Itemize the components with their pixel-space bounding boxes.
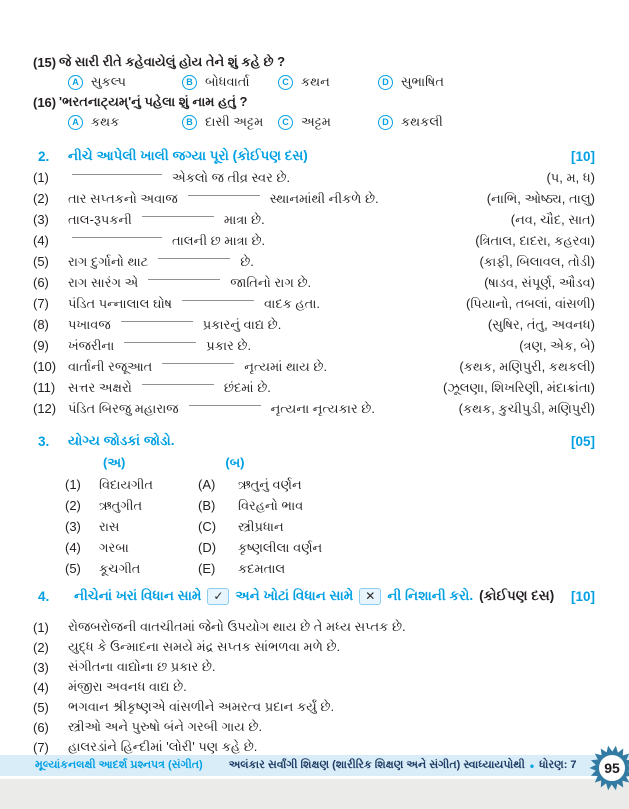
fill-blank-item [33, 398, 595, 419]
item-answer-options: (પ, મ, ધ) [546, 169, 595, 185]
statement-number: (1) [33, 619, 49, 635]
item-answer-options: (સુષિર, તંતુ, અવનધ) [487, 316, 595, 332]
blank-line [158, 258, 230, 259]
item-text-before: રાગ દુર્ગાનો થાટ [68, 253, 149, 269]
item-number: (2) [33, 191, 49, 206]
item-answer-options: (નાભિ, ઓષ્ઠ્ય, તાલુ) [486, 190, 595, 206]
blank-line [162, 363, 234, 364]
pair-left-text: ઋતુગીત [99, 497, 143, 513]
item-answer-options: (ત્રણ, એક, બે) [519, 337, 595, 353]
item-text [68, 212, 511, 228]
question-number: (16) [33, 94, 57, 110]
pair-right-text: ઋતુનું વર્ણન [238, 476, 302, 492]
mcq-section [33, 52, 595, 132]
section-4-number: 4. [38, 588, 50, 604]
blank-line [124, 342, 196, 343]
item-answer-options: (કથક, કુચીપુડી, મણિપુરી) [458, 400, 595, 416]
mcq-option [182, 74, 278, 90]
fill-blank-item [33, 314, 595, 335]
item-text-after: નૃત્યમાં થાય છે. [244, 358, 328, 374]
item-text [68, 170, 546, 186]
blank-line [182, 300, 254, 301]
statement-text: હાલરડાંને હિન્દીમાં 'લોરી' પણ કહે છે. [68, 739, 258, 754]
section-3-number: 3. [38, 433, 50, 449]
fill-blank-item [33, 209, 595, 230]
section-3-match-pairs [33, 430, 595, 579]
section-3-pairs [33, 474, 595, 579]
pair-left-number: (2) [65, 498, 81, 513]
option-text: કથન [301, 74, 330, 89]
column-b-header: (બ) [225, 455, 245, 470]
item-text-before: વાર્તાની રજૂઆત [68, 358, 153, 374]
option-letter-icon: B [182, 115, 197, 130]
item-number: (10) [33, 359, 57, 374]
statement-text: યુદ્ધ કે ઉન્માદના સમયે મંદ્ર સપ્તક સાંભળવા મળે છે. [68, 639, 341, 654]
option-letter-icon: A [68, 115, 83, 130]
item-text-after: સ્થાનમાંથી નીકળે છે. [269, 190, 379, 206]
question-number: (15) [33, 54, 57, 70]
footer-left-title: મૂલ્યાંકનલક્ષી આદર્શ પ્રશ્નપત્ર (સંગીત) [35, 759, 203, 771]
footer-book-name: અલંકાર સર્વાંગી શિક્ષણ (શારીરિક શિક્ષણ અને સંગીત) સ્વાધ્યાયપોથી [228, 759, 525, 771]
item-text-after: છંદમાં છે. [223, 379, 271, 395]
section-2-items [33, 167, 595, 419]
blank-line [188, 195, 260, 196]
page-number-badge [589, 745, 629, 793]
mcq-option [182, 114, 278, 130]
pair-left-number: (4) [65, 540, 81, 555]
fill-blank-item [33, 335, 595, 356]
item-text-after: છે. [240, 253, 254, 269]
item-text-after: એકલો જ તીવ્ર સ્વર છે. [172, 169, 291, 185]
mcq-option [378, 114, 595, 130]
item-text-before: રાગ સારંગ એ [68, 274, 139, 290]
fill-blank-item [33, 356, 595, 377]
item-text [68, 296, 466, 312]
item-text-after: પ્રકાર છે. [206, 337, 252, 353]
match-pair-row [65, 537, 595, 558]
item-text [68, 359, 459, 375]
item-text-after: વાદક હતા. [264, 295, 321, 311]
statement-number: (2) [33, 639, 49, 655]
item-text-before: પંડિત બિરજુ મહારાજ [68, 400, 179, 416]
item-answer-options: (કાફી, બિલાવલ, તોડી) [479, 253, 595, 269]
section-4-header [33, 583, 595, 609]
item-number: (1) [33, 170, 49, 185]
section-2-marks: [10] [570, 148, 595, 164]
mcq-question [33, 92, 595, 112]
pair-left-text: ગરબા [99, 539, 129, 555]
item-number: (7) [33, 296, 49, 311]
item-text [68, 401, 459, 417]
mcq-option [378, 74, 595, 90]
match-pair-row [65, 558, 595, 579]
pair-left-number: (1) [65, 477, 81, 492]
option-text: કથક [91, 114, 120, 129]
statement-row [33, 657, 595, 677]
pair-left-text: કૂચગીત [99, 560, 141, 576]
section-2-title: નીચે આપેલી ખાલી જગ્યા પૂરો (કોઈપણ દસ) [68, 148, 308, 163]
mcq-options-row [68, 112, 595, 132]
section-3-title: યોગ્ય જોડકાં જોડો. [68, 433, 175, 448]
section-2-fill-blanks [33, 145, 595, 419]
section-3-column-headers [33, 452, 595, 474]
item-answer-options: (ત્રિતાલ, દાદરા, કહરવા) [475, 232, 595, 248]
item-text [68, 254, 479, 270]
page-number: 95 [604, 760, 620, 776]
item-number: (9) [33, 338, 49, 353]
question-text: 'ભરતનાટ્યમ્'નું પહેલા શું નામ હતું ? [59, 94, 248, 109]
cross-icon: ✕ [359, 588, 381, 605]
item-text-after: તાલની છ માત્રા છે. [172, 232, 266, 248]
option-text: બોધવાર્તા [205, 74, 250, 89]
statement-row [33, 717, 595, 737]
pair-left-text: રાસ [99, 518, 120, 534]
blank-line [72, 237, 162, 238]
pair-right-letter: (A) [198, 477, 216, 492]
pair-right-text: કદમતાલ [238, 560, 286, 576]
mcq-options-row [68, 72, 595, 92]
option-letter-icon: A [68, 75, 83, 90]
fill-blank-item [33, 167, 595, 188]
checkmark-icon: ✓ [207, 588, 229, 605]
pair-right-text: કૃષ્ણલીલા વર્ણન [238, 539, 323, 555]
item-text [68, 317, 488, 333]
item-answer-options: (કથક, મણિપુરી, કથકલી) [459, 358, 595, 374]
option-text: સુકલ્પ [91, 74, 126, 89]
section-2-number: 2. [38, 148, 50, 164]
item-text-after: માત્રા છે. [223, 211, 265, 227]
fill-blank-item [33, 293, 595, 314]
item-answer-options: (નવ, ચૌદ, સાત) [510, 211, 595, 227]
item-number: (4) [33, 233, 49, 248]
item-number: (5) [33, 254, 49, 269]
item-answer-options: (ઝૂલણા, શિખરિણી, મંદાક્રાંતા) [442, 379, 595, 395]
page-bottom-margin [0, 779, 629, 809]
item-text [68, 233, 475, 249]
item-text-before: પખાવજ [68, 316, 111, 332]
fill-blank-item [33, 230, 595, 251]
pair-left-number: (5) [65, 561, 81, 576]
option-letter-icon: B [182, 75, 197, 90]
section-4-title-part2: અને ખોટાં વિધાન સામે [235, 588, 354, 603]
statement-text: રોજબરોજની વાતચીતમાં જેનો ઉપયોગ થાય છે તે મધ્ય સપ્તક છે. [68, 619, 406, 634]
statement-number: (3) [33, 659, 49, 675]
item-text-before: ખંજરીના [68, 337, 115, 353]
item-text-before: તાર સપ્તકનો અવાજ [68, 190, 178, 206]
pair-right-text: સ્ત્રીપ્રધાન [238, 518, 284, 534]
item-text-before: પંડિત પન્નાલાલ ઘોષ [68, 295, 173, 311]
statement-number: (6) [33, 719, 49, 735]
section-4-marks: [10] [570, 588, 595, 604]
item-number: (11) [33, 380, 56, 395]
statement-number: (5) [33, 699, 49, 715]
section-3-header [33, 430, 595, 452]
blank-line [142, 384, 214, 385]
fill-blank-item [33, 188, 595, 209]
item-number: (12) [33, 401, 57, 416]
blank-line [72, 174, 162, 175]
item-text-after: જાતિનો રાગ છે. [230, 274, 312, 290]
statement-text: મંજીરા અવનધ વાદ્ય છે. [68, 679, 187, 694]
match-pair-row [65, 516, 595, 537]
option-letter-icon: C [278, 115, 293, 130]
statement-text: ભગવાન શ્રીકૃષ્ણએ વાંસળીને અમરત્વ પ્રદાન કર્યું છે. [68, 699, 335, 714]
mcq-option [68, 74, 182, 90]
option-text: અટ્ટમ [301, 114, 331, 129]
section-4-statements [33, 617, 595, 757]
section-2-header [33, 145, 595, 167]
section-4-note: (કોઈપણ દસ) [479, 588, 555, 603]
match-pair-row [65, 495, 595, 516]
column-a-header: (અ) [103, 455, 126, 470]
pair-right-text: વિરહનો ભાવ [238, 497, 304, 513]
blank-line [121, 321, 193, 322]
blank-line [189, 405, 261, 406]
pair-left-text: વિદાયગીત [99, 476, 153, 492]
statement-row [33, 677, 595, 697]
item-text [68, 191, 487, 207]
blank-line [142, 216, 214, 217]
footer-book-title [229, 759, 577, 773]
item-text-before: સત્તર અક્ષરો [68, 379, 132, 395]
blank-line [148, 279, 220, 280]
pair-right-letter: (B) [198, 498, 216, 513]
item-answer-options: (પિયાનો, તબલાં, વાંસળી) [466, 295, 595, 311]
mcq-option [278, 74, 378, 90]
pair-right-letter: (D) [198, 540, 217, 555]
item-number: (3) [33, 212, 49, 227]
item-text-after: નૃત્યના નૃત્યકાર છે. [270, 400, 375, 416]
item-number: (8) [33, 317, 49, 332]
item-text-before: તાલ-રૂપકની [68, 211, 132, 227]
footer-bullet-icon: • [529, 758, 535, 773]
statement-row [33, 737, 595, 757]
option-text: સુભાષિત [401, 74, 444, 89]
mcq-option [278, 114, 378, 130]
statement-number: (7) [33, 739, 49, 755]
item-text [68, 275, 484, 291]
pair-right-letter: (C) [198, 519, 217, 534]
statement-text: સ્ત્રીઓ અને પુરુષો બંને ગરબી ગાય છે. [68, 719, 263, 734]
match-pair-row [65, 474, 595, 495]
fill-blank-item [33, 272, 595, 293]
item-text [68, 380, 443, 396]
option-letter-icon: D [378, 75, 393, 90]
section-4-title-part3: ની નિશાની કરો. [387, 588, 474, 603]
statement-row [33, 697, 595, 717]
item-number: (6) [33, 275, 49, 290]
fill-blank-item [33, 251, 595, 272]
statement-number: (4) [33, 679, 49, 695]
mcq-question [33, 52, 595, 72]
section-3-marks: [05] [570, 433, 595, 449]
option-text: કથકલી [401, 114, 443, 129]
mcq-option [68, 114, 182, 130]
statement-row [33, 637, 595, 657]
pair-right-letter: (E) [198, 561, 216, 576]
section-4-title-part1: નીચેનાં ખરાં વિધાન સામે [74, 588, 202, 603]
footer-strip [0, 755, 629, 776]
pair-left-number: (3) [65, 519, 81, 534]
fill-blank-item [33, 377, 595, 398]
item-text [68, 338, 519, 354]
item-answer-options: (ષાડવ, સંપૂર્ણ, ઔડવ) [484, 274, 595, 290]
statement-row [33, 617, 595, 637]
option-text: દાસી અટ્ટમ [205, 114, 264, 129]
option-letter-icon: C [278, 75, 293, 90]
question-text: જે સારી રીતે કહેવાયેલું હોય તેને શું કહે છે ? [59, 54, 286, 69]
item-text-after: પ્રકારનું વાદ્ય છે. [202, 316, 282, 332]
option-letter-icon: D [378, 115, 393, 130]
footer-standard: ધોરણ: 7 [539, 759, 577, 771]
section-4-true-false [33, 583, 595, 757]
statement-text: સંગીતના વાદ્યોના છ પ્રકાર છે. [68, 659, 216, 674]
